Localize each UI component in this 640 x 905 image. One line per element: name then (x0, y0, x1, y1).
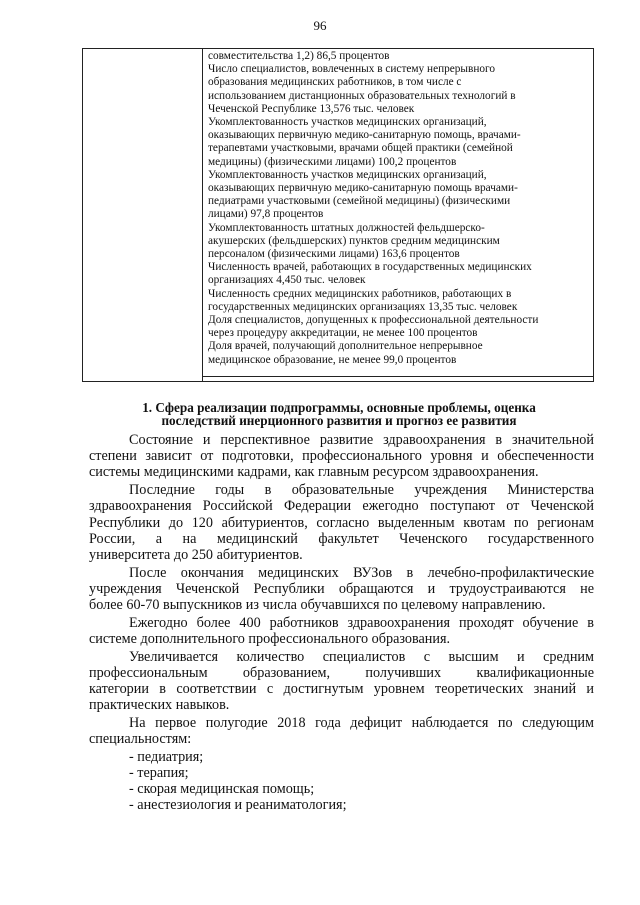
indicator-line: оказывающих первичную медико-санитарную помощь, врачами- (208, 129, 521, 142)
paragraph-applicants (89, 482, 594, 563)
paragraph-qualifications (89, 649, 594, 714)
indicator-line: педиатрами участковыми (семейной медицины) (физическими (208, 195, 511, 208)
indicator-line: Численность врачей, работающих в государственных медицинских (208, 261, 532, 274)
indicator-line: Число специалистов, вовлеченных в систему непрерывного (208, 63, 496, 76)
paragraph-line: категории в соответствии с достигнутым уровнем теоретических знаний и (89, 681, 594, 698)
indicator-line: оказывающих первичную медико-санитарную помощь врачами- (208, 182, 518, 195)
paragraph-line: Состояние и перспективное развитие здравоохранения в значительной (129, 432, 594, 448)
paragraph-line: более 60-70 выпускников из числа обучавшихся по целевому направлению. (89, 597, 546, 614)
list-item: - анестезиология и реаниматология; (129, 797, 347, 814)
indicator-line: государственных медицинских организациях 13,35 тыс. человек (208, 300, 518, 313)
indicator-line: терапевтами участковыми, врачами общей практики (семейной (208, 142, 513, 155)
indicator-line: организациях 4,450 тыс. человек (208, 274, 366, 287)
paragraph-line: здравоохранения Российской Федерации ежегодно поступают от Чеченской (89, 498, 594, 515)
paragraph-line: учреждения Чеченской Республики обращаются и трудоустраиваются не (89, 580, 594, 597)
paragraph-line: практических навыков. (89, 697, 230, 714)
section-heading-line-2: последствий инерционного развития и прогноз ее развития (161, 413, 517, 428)
paragraph-line: После окончания медицинских ВУЗов в лечебно-профилактические (129, 564, 594, 581)
indicator-line: Численность средних медицинских работников, работающих в (208, 287, 512, 300)
paragraph-training (89, 615, 594, 647)
indicators-table (82, 48, 594, 382)
paragraph-line: системе дополнительного профессионального образования. (89, 630, 451, 647)
indicator-line: использованием дистанционных образовательных технологий в (208, 89, 516, 102)
indicator-line: акушерских (фельдшерских) пунктов средним медицинским (208, 234, 500, 247)
indicator-line: Доля врачей, получающий дополнительное непрерывное (208, 340, 483, 353)
paragraph-line: профессиональным образованием, получивших квалификационные (89, 664, 594, 681)
indicator-line: через процедуру аккредитации, не менее 100 процентов (208, 327, 478, 340)
list-item: - терапия; (129, 765, 189, 782)
indicator-line: совместительства 1,2) 86,5 процентов (208, 50, 390, 62)
paragraph-line: Ежегодно более 400 работников здравоохранения проходят обучение в (129, 614, 594, 631)
indicator-line: Укомплектованность штатных должностей фельдшерско- (208, 221, 485, 234)
indicator-line: медицинское образование, не менее 99,0 процентов (208, 353, 457, 366)
table-inner-border (202, 376, 593, 377)
paragraph-line: специальностям: (89, 731, 192, 748)
paragraph-line: На первое полугодие 2018 года дефицит наблюдается по следующим (129, 714, 594, 731)
list-item: - педиатрия; (129, 748, 204, 765)
body-text (89, 432, 594, 814)
paragraph-line: России, а на медицинский факультет Чеченского государственного (89, 530, 594, 547)
paragraph-line: Увеличивается количество специалистов с высшим и средним (129, 648, 594, 665)
paragraph-line: университета до 250 абитуриентов. (89, 546, 303, 563)
indicator-line: Укомплектованность участков медицинских организаций, (208, 168, 487, 181)
section-heading (84, 401, 594, 427)
indicator-line: персоналом (физическими лицами) 163,6 процентов (208, 248, 460, 261)
paragraph-line: системы медицинскими кадрами, как главным ресурсом здравоохранения. (89, 464, 539, 481)
table-column-divider (202, 49, 203, 381)
indicators-cell (208, 50, 591, 367)
paragraph-line: Республики до 120 абитуриентов, согласно выделенным квотам по регионам (89, 514, 594, 531)
specialties-list (89, 749, 594, 814)
indicator-line: Чеченской Республике 13,576 тыс. человек (208, 102, 415, 115)
paragraph-graduates (89, 565, 594, 614)
indicator-line: образования медицинских работников, в том числе с (208, 76, 462, 89)
paragraph-deficit (89, 715, 594, 747)
paragraph-staffing-state (89, 432, 594, 481)
page-number: 96 (313, 18, 327, 33)
list-item: - скорая медицинская помощь; (129, 781, 315, 798)
paragraph-line: Последние годы в образовательные учреждения Министерства (129, 482, 594, 499)
section-heading-line-1: 1. Сфера реализации подпрограммы, основные проблемы, оценка (142, 400, 536, 415)
indicator-line: медицины) (физическими лицами) 100,2 процентов (208, 155, 457, 168)
paragraph-line: степени зависит от подготовки, профессионального уровня и обеспеченности (89, 448, 594, 465)
indicator-line: лицами) 97,8 процентов (208, 208, 324, 221)
indicator-line: Доля специалистов, допущенных к профессиональной деятельности (208, 314, 539, 327)
indicator-line: Укомплектованность участков медицинских организаций, (208, 116, 487, 129)
